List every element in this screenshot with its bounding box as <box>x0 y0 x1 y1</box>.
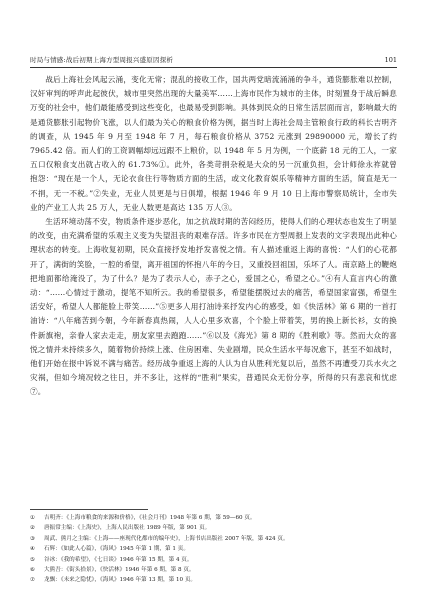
footnote-text: 大熊吾：《街头拾景》，《快活林》1946 年第 6 期，第 8 页。 <box>44 567 195 574</box>
footnote-text: 唐振常主编：《上海史》，上海人民出版社 1989 年版，第 901 页。 <box>44 525 211 532</box>
footnote-mark: ⑥ <box>30 567 36 574</box>
running-title: 时局与情感:战后初期上海方型周报兴盛原因探析 <box>30 56 174 64</box>
footnote-mark: ① <box>30 515 36 521</box>
article-body <box>30 73 397 503</box>
footnote-mark: ② <box>30 525 36 532</box>
header-rule <box>30 67 397 68</box>
footnote-mark: ⑦ <box>30 577 36 584</box>
paragraph: 生活环境动荡不安，物质条件逐步恶化，加之抗战时期的苦闷经历，使得人们的心理状态也发生了明显的改变，由充满希望的乐观主义变为失望沮丧的艰难存活。许多市民在方型周报上发表的文字表现出此种心理状态的转变。上海收复初期，民众直接抒发地抒发喜悦之情。有人描述重返上海的喜悦：“人们的心花都开了，满街的笑脸，一腔的希望，离开祖国的怀抱八年的今日，又重投回祖国，乐坏了人。南京路上的鞭炮把地面都给淹没了，为了什么？是为了表示人心，赤子之心，爱国之心，希望之心。”④有人直言内心的激动：“……心情过于激动，提笔不知所云。我的希望很多，希望能摆脱过去的痛苦，希望国家富强，希望生活安好，希望人人都能脸上带笑……”⑤更多人用打油诗来抒发内心的感受，如《快活林》第 6 期的一首打油诗：“八年痛苦到今朝，今年新春真热闹，人人心里多欢喜，个个脸上带着笑，男的换上新长衫，女的换件新旗袍，亲眷人家去走走，朋友家里去跑跑……”⑥以及《海光》第 8 期的《胜利歌》等。然而大众的喜悦之情并未持续多久，随着物价持续上涨、住房困难、失业剧增，民众生活水平每况愈下，甚至不如战时，他们开始在报中诉说不满与痛苦。经历战争重返上海的人认为自从胜利光复以后，虽然不再遭受刀兵水火之灾祸，但如今境况较之往日，并不多让，这样的“胜利”果实，普通民众无份分享，所得的只有悲哀和忧虑⑦。 <box>30 217 397 397</box>
footnote <box>30 523 397 533</box>
running-header <box>30 54 397 66</box>
footnote-text: 吉明齐：《上海市粮食的来源和价格》，《社会月刊》1948 年第 6 期，第 59—60 页。 <box>44 515 256 521</box>
footnote <box>30 565 397 575</box>
footnote <box>30 534 397 544</box>
footnote-mark: ④ <box>30 546 36 553</box>
footnote-text: 谷冰：《我的希望》，《七日谈》1946 年第 15 期，第 4 页。 <box>44 556 193 563</box>
footnote <box>30 575 397 585</box>
footnote-text: 周武、熊月之主编：《上海——座现代化都市的编年史》，上海书店出版社 2007 年版，第 424 页。 <box>44 535 289 542</box>
footnote-text: 石辉：《如此人心篇》，《海风》1945 年第 1 期，第 1 页。 <box>44 546 189 553</box>
footnote <box>30 513 397 523</box>
page-number: 101 <box>384 56 397 64</box>
footnote-rule <box>30 509 148 510</box>
footnote-mark: ③ <box>30 535 36 542</box>
footnote-text: 龙飘：《未来之隐忧》，《海风》1946 年第 13 期，第 10 页。 <box>44 577 197 584</box>
paragraph: 战后上海社会风起云涌，变化无常；混乱的接收工作，国共两党暗流涌涌的争斗，通货膨胀难以控制，汉奸审判的呼声此起彼伏，城市里突然出现的大量美军……上海市民作为城市的主体，时刻置身于战后瞬息万变的社会中，他们最能感受到这些变化，也最易受到影响。具体到民众的日常生活层面而言，影响最大的是通货膨胀引起物价飞涨，以人们最为关心的粮食价格为例，据当时上海社会局主管粮食行政的科长吉明齐的调查，从 1945 年 9 月至 1948 年 7 月，每石粮食价格从 3752 元涨到 29890000 元，增长了约 7965.42 倍。而人们的工资调幅却远远跟不上粮价，以 1948 年 5 月为例，一个底薪 18 元的工人，一家五口仅粮食支出就占收入的 61.73%①。此外，各类苛捐杂税是大众的另一沉重负担，会计师徐永祚就曾抱怨：“现在是一个人，无论衣食住行等物质方面的生活，或文化教育娱乐等精神方面的生活，简直是无一不捐，无一不税。”②失业，无业人员更是与日俱增，根据 1946 年 9 月 10 日上海市警察局统计，全市失业的产业工人共 25 万人，无业人数更是高达 135 万人③。 <box>30 75 397 212</box>
footnotes <box>30 513 397 597</box>
footnote <box>30 555 397 565</box>
footnote-mark: ⑤ <box>30 556 36 563</box>
footnote <box>30 544 397 554</box>
